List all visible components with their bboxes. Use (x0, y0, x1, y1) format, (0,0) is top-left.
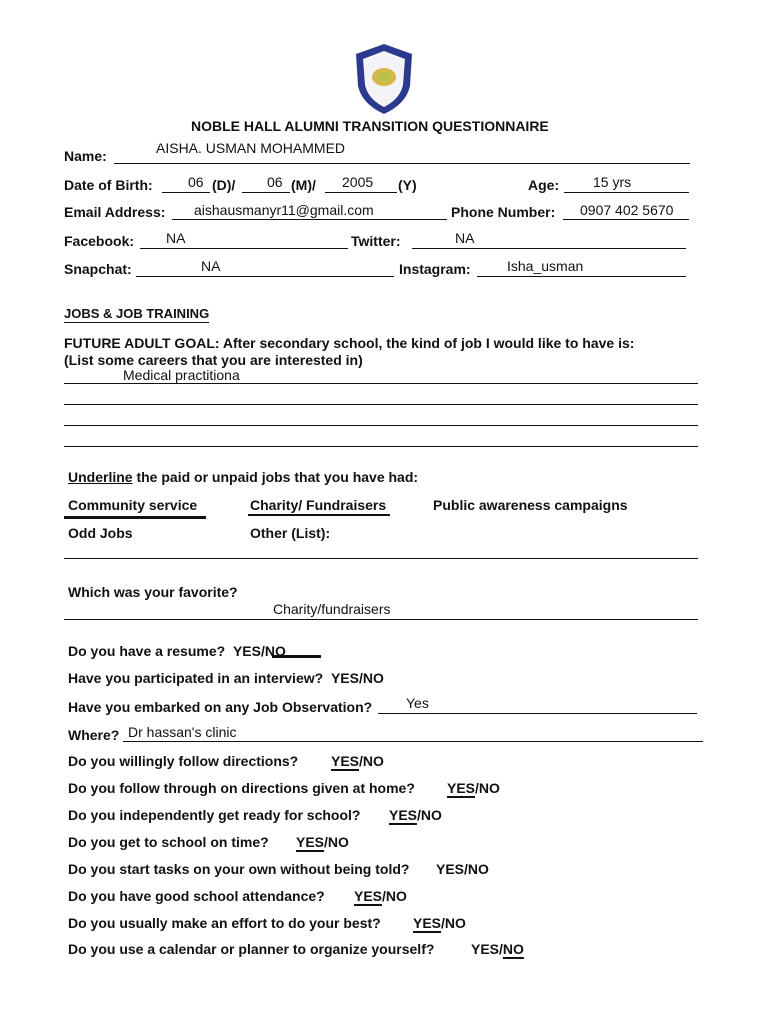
dob-day-suffix: (D)/ (212, 177, 236, 193)
age-label: Age: (528, 177, 560, 193)
dob-month-suffix: (M)/ (291, 177, 316, 193)
follow-through-no[interactable]: /NO (475, 780, 500, 796)
where-label: Where? (68, 727, 120, 743)
follow-through-question: Do you follow through on directions given at home? (68, 780, 415, 796)
job-option-charity[interactable]: Charity/ Fundraisers (250, 497, 387, 513)
name-value[interactable]: AISHA. USMAN MOHAMMED (156, 140, 346, 156)
observation-answer[interactable]: Yes (406, 695, 429, 711)
best-effort-no[interactable]: /NO (441, 915, 466, 931)
goal-line-2 (64, 404, 698, 405)
best-effort-yes[interactable]: YES (413, 915, 442, 931)
interview-question (68, 670, 384, 686)
dob-month-value[interactable]: 06 (267, 174, 283, 190)
planner-no[interactable]: NO (502, 941, 524, 957)
snapchat-value[interactable]: NA (201, 258, 221, 274)
facebook-line (140, 248, 348, 249)
instagram-line (477, 276, 686, 277)
age-value[interactable]: 15 yrs (593, 174, 632, 190)
dob-day-value[interactable]: 06 (188, 174, 204, 190)
phone-label: Phone Number: (451, 204, 556, 220)
underline-instruction (68, 469, 418, 485)
on-time-answer[interactable] (296, 834, 349, 850)
attendance-answer[interactable] (354, 888, 407, 904)
school-crest-logo (352, 42, 416, 116)
follow-directions-answer[interactable] (331, 753, 384, 769)
follow-through-yes[interactable]: YES (447, 780, 476, 796)
email-value[interactable]: aishausmanyr11@gmail.com (194, 202, 374, 218)
twitter-label: Twitter: (351, 233, 401, 249)
job-option-community-service[interactable]: Community service (68, 497, 198, 513)
goal-line-3 (64, 425, 698, 426)
favorite-question: Which was your favorite? (68, 584, 238, 600)
age-line (564, 192, 689, 193)
job-option-odd-jobs[interactable]: Odd Jobs (68, 525, 133, 541)
email-line (172, 219, 447, 220)
underline-word: Underline (68, 469, 133, 485)
ready-for-school-yes[interactable]: YES (389, 807, 418, 823)
ready-for-school-no[interactable]: /NO (417, 807, 442, 823)
goal-question-line1: FUTURE ADULT GOAL: After secondary school, the kind of job I would like to have is: (64, 335, 635, 351)
planner-answer[interactable] (471, 941, 524, 957)
best-effort-question: Do you usually make an effort to do your best? (68, 915, 381, 931)
phone-value[interactable]: 0907 402 5670 (580, 202, 674, 218)
on-time-no[interactable]: /NO (324, 834, 349, 850)
dob-year-line (325, 192, 397, 193)
follow-through-answer[interactable] (447, 780, 500, 796)
charity-handwritten-underline (248, 514, 390, 516)
follow-directions-question: Do you willingly follow directions? (68, 753, 299, 769)
attendance-no[interactable]: /NO (382, 888, 407, 904)
dob-month-line (242, 192, 290, 193)
resume-question (68, 643, 286, 659)
twitter-value[interactable]: NA (455, 230, 475, 246)
resume-no-underline (272, 655, 321, 658)
snapchat-line (136, 276, 394, 277)
facebook-label: Facebook: (64, 233, 135, 249)
start-tasks-answer[interactable]: YES/NO (436, 861, 489, 877)
other-list-line (64, 558, 698, 559)
dob-label: Date of Birth: (64, 177, 153, 193)
snapchat-label: Snapchat: (64, 261, 132, 277)
phone-line (563, 219, 689, 220)
underline-instruction-rest: the paid or unpaid jobs that you have had: (132, 469, 419, 485)
follow-directions-yes[interactable]: YES (331, 753, 360, 769)
resume-question-text: Do you have a resume? (68, 643, 226, 659)
attendance-yes[interactable]: YES (354, 888, 383, 904)
dob-day-line (162, 192, 210, 193)
name-line (114, 163, 690, 164)
where-line (123, 741, 703, 742)
facebook-value[interactable]: NA (166, 230, 186, 246)
goal-answer[interactable]: Medical practitiona (123, 367, 240, 383)
job-option-other[interactable]: Other (List): (250, 525, 331, 541)
follow-directions-no[interactable]: /NO (359, 753, 384, 769)
interview-question-text: Have you participated in an interview? (68, 670, 324, 686)
best-effort-answer[interactable] (413, 915, 466, 931)
page-title: NOBLE HALL ALUMNI TRANSITION QUESTIONNAIRE (191, 118, 549, 134)
ready-for-school-answer[interactable] (389, 807, 442, 823)
on-time-yes[interactable]: YES (296, 834, 325, 850)
planner-question: Do you use a calendar or planner to organize yourself? (68, 941, 435, 957)
instagram-label: Instagram: (399, 261, 471, 277)
observation-line (378, 713, 697, 714)
twitter-line (412, 248, 686, 249)
favorite-answer[interactable]: Charity/fundraisers (273, 601, 391, 617)
jobs-section-title: JOBS & JOB TRAINING (64, 306, 210, 321)
job-option-public-awareness[interactable]: Public awareness campaigns (433, 497, 628, 513)
dob-year-value[interactable]: 2005 (342, 174, 374, 190)
on-time-question: Do you get to school on time? (68, 834, 269, 850)
favorite-line (64, 619, 698, 620)
observation-question: Have you embarked on any Job Observation? (68, 699, 373, 715)
instagram-value[interactable]: Isha_usman (507, 258, 584, 274)
interview-answer[interactable]: YES/NO (330, 670, 384, 686)
where-answer[interactable]: Dr hassan's clinic (128, 724, 237, 740)
ready-for-school-question: Do you independently get ready for school? (68, 807, 361, 823)
jobs-section-underline (64, 322, 209, 323)
community-service-handwritten-underline (64, 516, 206, 519)
attendance-question: Do you have good school attendance? (68, 888, 325, 904)
resume-answer[interactable]: YES/NO (232, 643, 286, 659)
goal-line-4 (64, 446, 698, 447)
start-tasks-question: Do you start tasks on your own without being told? (68, 861, 410, 877)
goal-line-1 (64, 383, 698, 384)
goal-question-line2: (List some careers that you are interested in) (64, 352, 363, 368)
name-label: Name: (64, 148, 107, 164)
dob-year-suffix: (Y) (398, 177, 417, 193)
email-label: Email Address: (64, 204, 166, 220)
planner-yes[interactable]: YES/ (471, 941, 503, 957)
